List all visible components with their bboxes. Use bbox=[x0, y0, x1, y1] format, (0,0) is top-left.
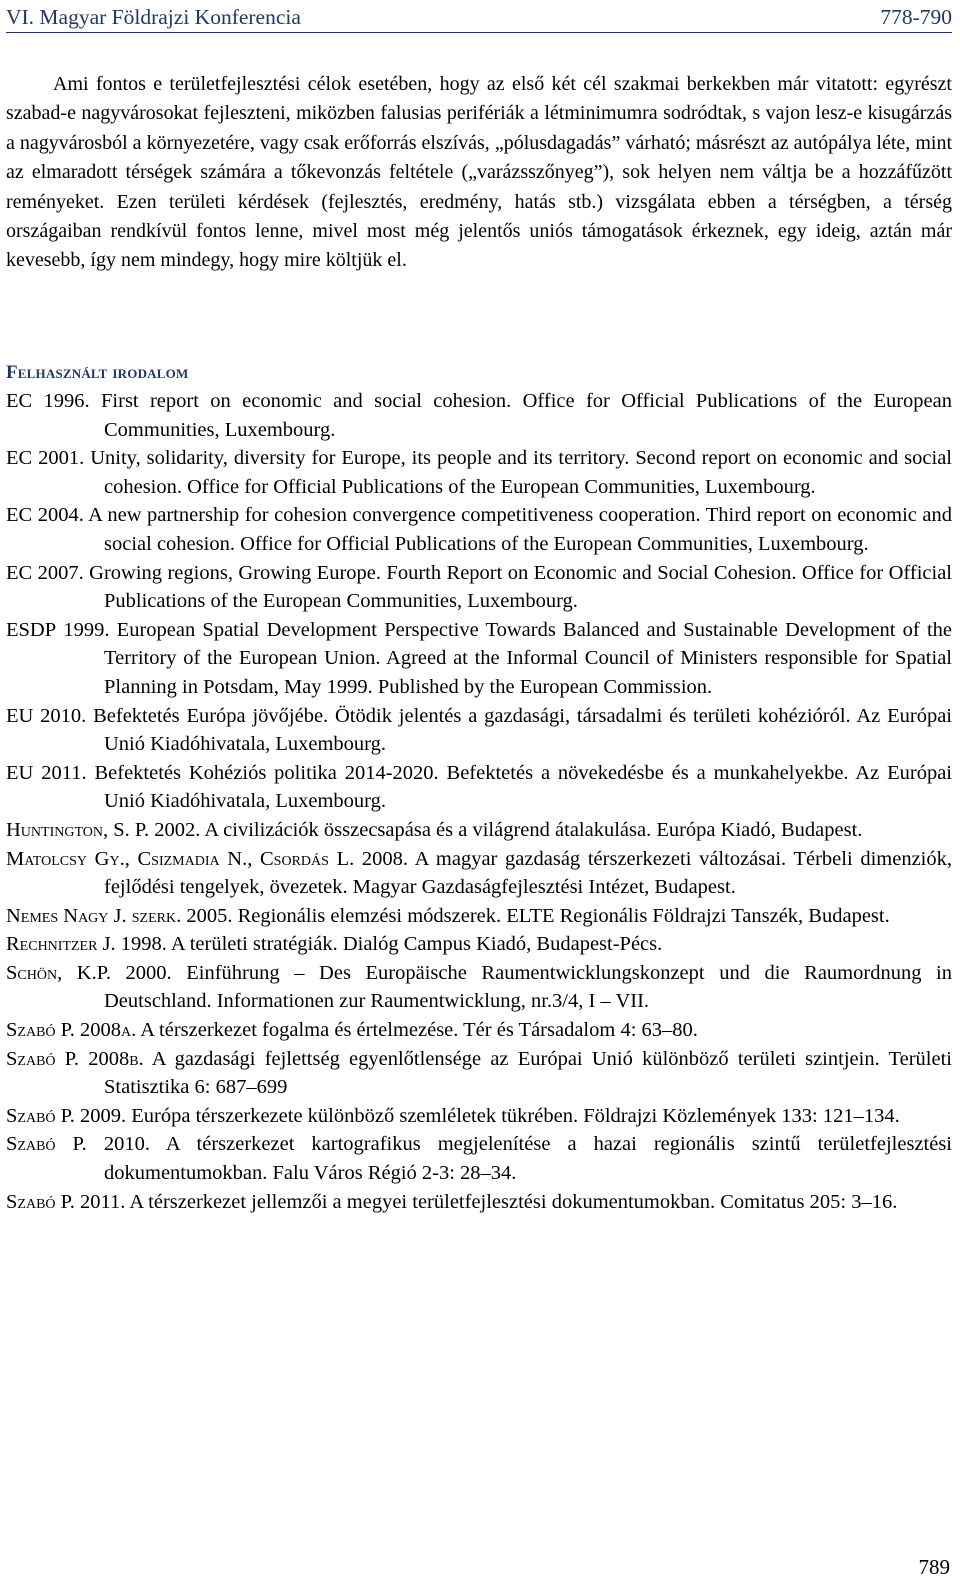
body-paragraph: Ami fontos e területfejlesztési célok esetében, hogy az első két cél szakmai berkekben már vitatott: egyrészt szabad-e nagyvárosokat fejleszteni, miközben falusias perifériák a létminimumra sodródtak, s vajon lesz-e kisugárzás a nagyvárosból a környezetére, vagy csak erőforrás elszívás, „pólusdagadás” várható; másrészt az autópálya léte, mint az elmaradott térségek számára a tőkevonzás feltétele („varázsszőnyeg”), sok helyen nem váltja be a hozzáfűzött reményeket. Ezen területi kérdések (fejlesztés, eredmény, hatás stb.) vizsgálata ebben a térségben, a térség országaiban rendkívül fontos lenne, mivel most még jelentős uniós támogatások érkeznek, egy ideig, aztán már kevesebb, így nem mindegy, hogy mire költjük el. bbox=[6, 73, 952, 272]
reference-text: 2001. Unity, solidarity, diversity for Europe, its people and its territory. Second report on economic and social cohesion. Office for Official Publications of the European Communities, Luxembourg. bbox=[32, 447, 952, 498]
reference-text: 2005. Regionális elemzési módszerek. ELTE Regionális Földrajzi Tanszék, Budapest. bbox=[181, 904, 890, 927]
reference-text: 2010. Befektetés Európa jövőjébe. Ötödik jelentés a gazdasági, társadalmi és területi kohézióról. Az Európai Unió Kiadóhivatala, Luxembourg. bbox=[33, 704, 952, 756]
reference-author: Szabó P. bbox=[6, 1104, 75, 1127]
reference-text: 1998. A területi stratégiák. Dialóg Campus Kiadó, Budapest-Pécs. bbox=[115, 933, 663, 956]
page-number: 789 bbox=[918, 1555, 950, 1579]
reference-text: 2011. Befektetés Kohéziós politika 2014-2020. Befektetés a növekedésbe és a munkahelyekbe. Az Európai Unió Kiadóhivatala, Luxembourg. bbox=[33, 761, 952, 813]
reference-item bbox=[6, 387, 952, 444]
conference-title: VI. Magyar Földrajzi Konferencia bbox=[6, 5, 301, 29]
page-range: 778-790 bbox=[880, 5, 952, 29]
reference-text: 2007. Growing regions, Growing Europe. Fourth Report on Economic and Social Cohesion. Office for Official Publications of the European Communities, Luxembourg. bbox=[32, 561, 952, 613]
reference-author: Szabó P. 2008b. bbox=[6, 1047, 144, 1070]
reference-item bbox=[6, 1130, 952, 1187]
reference-list bbox=[6, 387, 952, 1216]
reference-text: 2000. Einführung – Des Europäische Raumentwicklungskonzept und die Raumordnung in Deutschland. Informationen zur Raumentwicklung, nr.3/4, I – VII. bbox=[104, 961, 952, 1013]
reference-text: 2009. Európa térszerkezete különböző szemléletek tükrében. Földrajzi Közlemények 133: 121–134. bbox=[74, 1104, 900, 1127]
reference-item bbox=[6, 1016, 952, 1045]
header-divider bbox=[6, 32, 952, 33]
section-heading: Felhasznált irodalom bbox=[6, 362, 189, 383]
reference-author: EU bbox=[6, 704, 34, 727]
reference-item bbox=[6, 845, 952, 902]
reference-text: A gazdasági fejlettség egyenlőtlensége az Európai Unió különböző területi szintjein. Területi Statisztika 6: 687–699 bbox=[104, 1047, 952, 1099]
reference-item bbox=[6, 1102, 952, 1131]
reference-author: Nemes Nagy J. szerk. bbox=[6, 904, 182, 927]
reference-author: EU bbox=[6, 761, 34, 784]
page-header bbox=[6, 0, 952, 30]
reference-text: 2008. A magyar gazdaság térszerkezeti változásai. Térbeli dimenziók, fejlődési tengelyek, övezetek. Magyar Gazdaságfejlesztési Intézet, Budapest. bbox=[104, 847, 952, 899]
reference-item bbox=[6, 559, 952, 616]
reference-text: 2010. A térszerkezet kartografikus megjelenítése a hazai regionális szintű területfejlesztési dokumentumokban. Falu Város Régió 2-3: 28–34. bbox=[86, 1133, 953, 1185]
reference-item bbox=[6, 959, 952, 1016]
reference-item bbox=[6, 1188, 952, 1217]
reference-author: EC bbox=[6, 447, 33, 470]
reference-item bbox=[6, 930, 952, 959]
reference-item bbox=[6, 616, 952, 702]
reference-author: Szabó P. bbox=[6, 1190, 75, 1213]
reference-author: EC bbox=[6, 504, 33, 527]
reference-item bbox=[6, 501, 952, 558]
reference-item bbox=[6, 702, 952, 759]
reference-author: ESDP bbox=[6, 618, 57, 641]
reference-text: 1999. European Spatial Development Perspective Towards Balanced and Sustainable Development of the Territory of the European Union. Agreed at the Informal Council of Ministers responsible for Spatial Planning in Potsdam, May 1999. Published by the European Commission. bbox=[56, 618, 952, 698]
reference-text: 2011. A térszerkezet jellemzői a megyei területfejlesztési dokumentumokban. Comitatus 205: 3–16. bbox=[74, 1190, 898, 1213]
reference-text: 2002. A civilizációk összecsapása és a világrend átalakulása. Európa Kiadó, Budapest. bbox=[149, 818, 863, 841]
reference-author: Schön, K.P. bbox=[6, 961, 111, 984]
reference-author: Matolcsy Gy., Csizmadia N., Csordás L. bbox=[6, 847, 355, 870]
reference-item bbox=[6, 1045, 952, 1102]
reference-author: EC bbox=[6, 561, 33, 584]
reference-item bbox=[6, 759, 952, 816]
reference-item bbox=[6, 816, 952, 845]
reference-text: A térszerkezet fogalma és értelmezése. Tér és Társadalom 4: 63–80. bbox=[136, 1019, 698, 1042]
reference-text: 2004. A new partnership for cohesion convergence competitiveness cooperation. Third report on economic and social cohesion. Office for Official Publications of the European Communities, Luxembourg. bbox=[32, 504, 952, 555]
reference-author: EC bbox=[6, 390, 33, 412]
reference-text: 1996. First report on economic and social cohesion. Office for Official Publications of the European Communities, Luxembourg. bbox=[32, 390, 952, 441]
reference-item bbox=[6, 902, 952, 931]
reference-author: Huntington, S. P. bbox=[6, 818, 150, 841]
reference-item bbox=[6, 444, 952, 501]
reference-author: Rechnitzer J. bbox=[6, 933, 116, 956]
reference-author: Szabó P. bbox=[6, 1133, 87, 1156]
reference-author: Szabó P. 2008a. bbox=[6, 1019, 137, 1042]
